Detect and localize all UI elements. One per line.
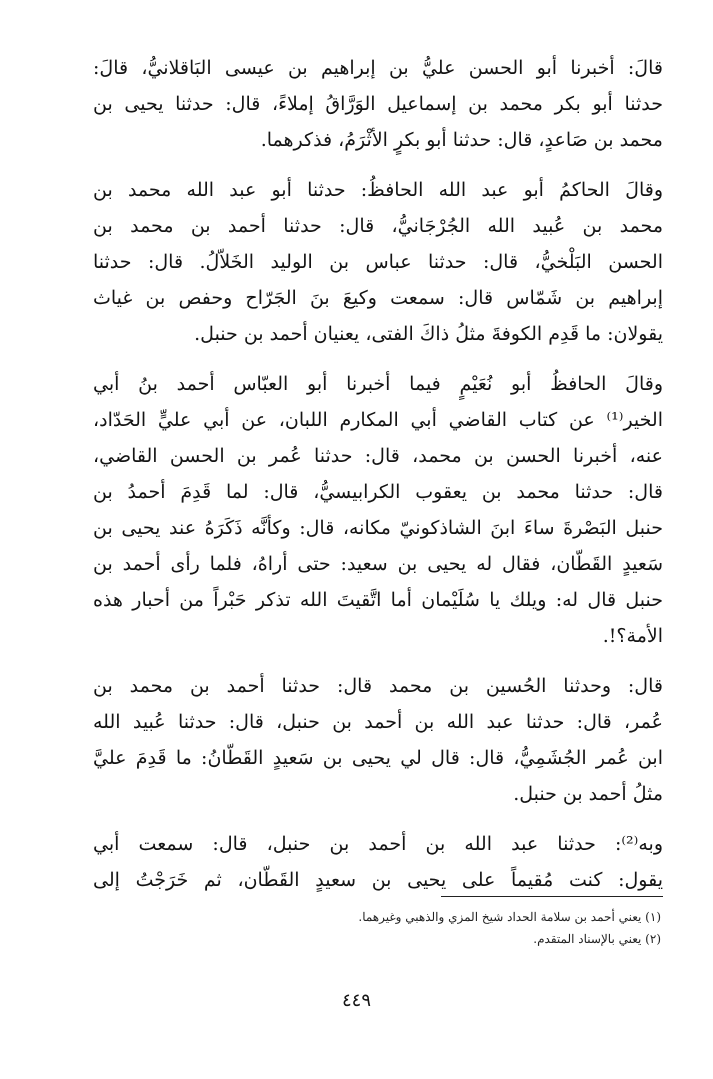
paragraph-5 (93, 826, 663, 898)
footnote-1: (١) يعني أحمد بن سلامة الحداد شيخ المزي والذهبي وغيرهما. (358, 910, 661, 924)
paragraph-2 (93, 172, 663, 352)
text-line: وبه⁽²⁾: حدثنا عبد الله بن أحمد بن حنبل، قال: سمعت أبي (93, 833, 663, 855)
text-line: قالَ: أخبرنا أبو الحسن عليُّ بن إبراهيم بن عيسى البَاقلانيُّ، قالَ: (93, 57, 663, 79)
page-number: ٤٤٩ (341, 990, 371, 1011)
footnote-2: (٢) يعني بالإسناد المتقدم. (533, 932, 661, 946)
text-line: يقولان: ما قَدِم الكوفةَ مثلُ ذاكَ الفتى، يعنيان أحمد بن حنبل. (194, 323, 663, 345)
main-text (93, 50, 663, 912)
text-line: مثلُ أحمد بن حنبل. (513, 783, 663, 805)
footnotes (93, 906, 661, 950)
text-line: سَعيدٍ القَطّان، فقال له يحيى بن سعيد: حتى أراهُ، فلما رأى أحمد بن (93, 553, 663, 575)
text-line: ابن عُمر الجُشَمِيُّ، قال: قال لي يحيى بن سَعيدٍ القَطّانُ: ما قَدِمَ عليَّ (93, 747, 663, 769)
footnote-divider (441, 896, 663, 897)
paragraph-1 (93, 50, 663, 158)
text-line: حنبل البَصْرةَ ساءَ ابنَ الشاذكونيّ مكانه، قال: وكأنَّه ذَكَرَهُ عند يحيى بن (93, 517, 663, 539)
text-line: حنبل قال له: ويلك يا سُلَيْمان أما اتَّقيتَ الله تذكر حَبْراً من أحبار هذه (93, 589, 663, 611)
text-line: عنه، أخبرنا الحسن بن محمد، قال: حدثنا عُمر بن الحسن القاضي، (93, 445, 663, 467)
text-line: قال: وحدثنا الحُسين بن محمد قال: حدثنا أحمد بن محمد بن (93, 675, 663, 697)
text-line: محمد بن عُبيد الله الجُرْجَانيُّ، قال: حدثنا أحمد بن محمد بن (93, 215, 663, 237)
paragraph-3 (93, 366, 663, 654)
paragraph-4 (93, 668, 663, 812)
text-line: الأمة؟!. (602, 625, 663, 647)
text-line: حدثنا أبو بكر محمد بن إسماعيل الوَرَّاقُ إملاءً، قال: حدثنا يحيى بن (93, 93, 663, 115)
text-line: وقالَ الحاكمُ أبو عبد الله الحافظُ: حدثنا أبو عبد الله محمد بن (93, 179, 663, 201)
text-line: قال: حدثنا محمد بن يعقوب الكرابيسيُّ، قال: لما قَدِمَ أحمدُ بن (93, 481, 663, 503)
text-line: وقالَ الحافظُ أبو نُعَيْمٍ فيما أخبرنا أبو العبّاس أحمد بنُ أبي (93, 373, 663, 395)
text-line: عُمر، قال: حدثنا عبد الله بن أحمد بن حنبل، قال: حدثنا عُبيد الله (93, 711, 663, 733)
text-line: يقول: كنت مُقيماً على يحيى بن سعيدٍ القَطّان، ثم خَرَجْتُ إلى (93, 869, 663, 891)
text-line: الحسن البَلْخيُّ، قال: حدثنا عباس بن الوليد الخَلاّلُ. قال: حدثنا (93, 251, 663, 273)
text-line: الخير⁽¹⁾ عن كتاب القاضي أبي المكارم اللبان، عن أبي عليٍّ الحَدّاد، (93, 409, 663, 431)
text-line: محمد بن صَاعدٍ، قال: حدثنا أبو بكرٍ الأثْرَمُ، فذكرهما. (260, 129, 663, 151)
text-line: إبراهيم بن شَمّاس قال: سمعت وكيعَ بنَ الجَرّاح وحفص بن غياث (93, 287, 663, 309)
